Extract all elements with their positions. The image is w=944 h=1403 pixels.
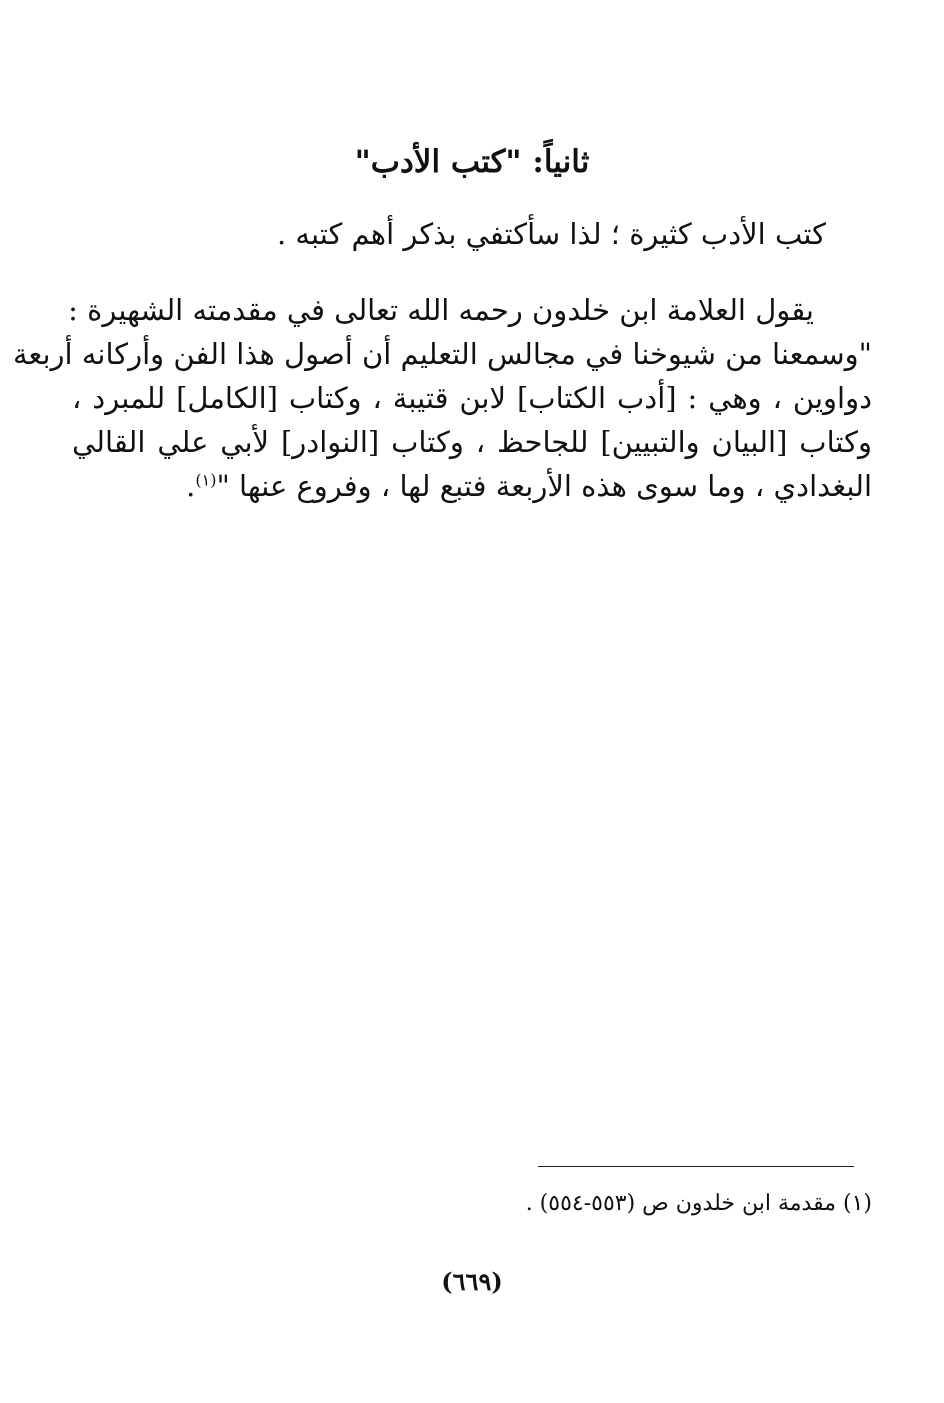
- paragraph-line: يقول العلامة ابن خلدون رحمه الله تعالى في مقدمته الشهيرة :: [68, 293, 814, 327]
- footnote: (١) مقدمة ابن خلدون ص (٥٥٣-٥٥٤) .: [525, 1191, 872, 1216]
- footnote-reference: (١): [195, 470, 217, 490]
- paragraph-end-period: .: [186, 469, 196, 503]
- page-number: (٦٦٩): [441, 1267, 503, 1296]
- paragraph-line: "وسمعنا من شيوخنا في مجالس التعليم أن أصول هذا الفن وأركانه أربعة: [12, 337, 872, 371]
- intro-sentence: كتب الأدب كثيرة ؛ لذا سأكتفي بذكر أهم كتبه .: [276, 217, 826, 251]
- footnote-separator: [538, 1166, 854, 1167]
- paragraph-line: وكتاب [البيان والتبيين] للجاحظ ، وكتاب [النوادر] لأبي علي القالي: [72, 425, 872, 459]
- section-heading: ثانياً: "كتب الأدب": [354, 144, 590, 180]
- body-paragraph: [12, 288, 872, 508]
- paragraph-last-line: [72, 464, 872, 508]
- paragraph-line-text: البغدادي ، وما سوى هذه الأربعة فتبع لها ، وفروع عنها ": [216, 469, 872, 503]
- paragraph-line: دواوين ، وهي : [أدب الكتاب] لابن قتيبة ، وكتاب [الكامل] للمبرد ،: [72, 381, 872, 415]
